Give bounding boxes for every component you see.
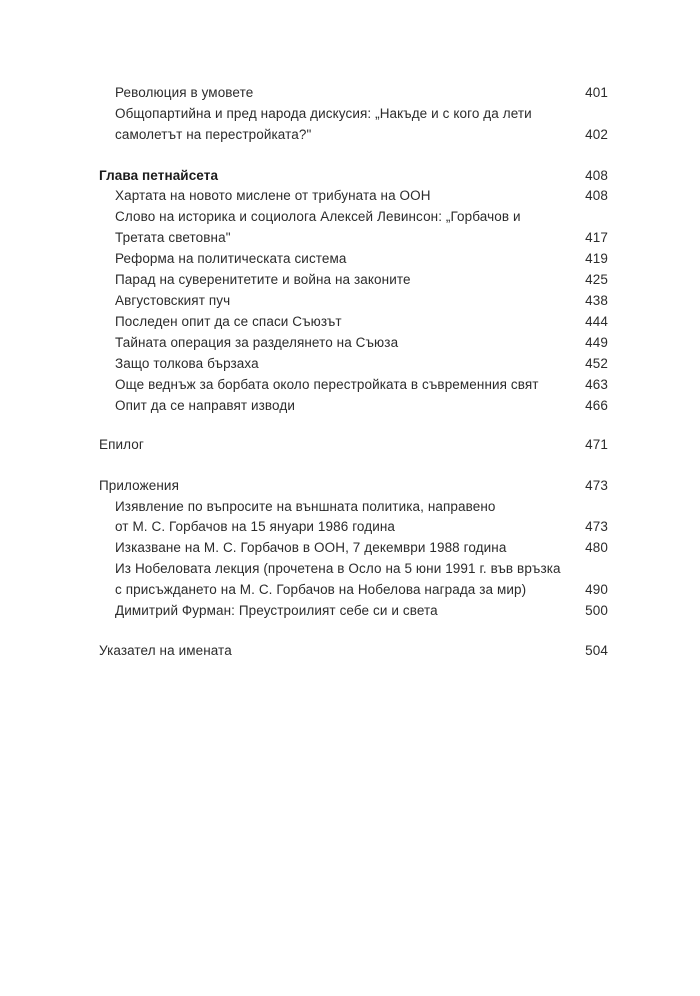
toc-entry-page: 480 — [585, 540, 608, 555]
toc-section-title: Приложения — [99, 478, 179, 493]
toc-entry-title: Из Нобеловата лекция (прочетена в Осло на 5 юни 1991 г. във връзка — [115, 561, 561, 576]
toc-entry-title: Тайната операция за разделянето на Съюза — [115, 335, 399, 350]
toc-entry-title: Димитрий Фурман: Преустроилият себе си и света — [115, 603, 438, 618]
toc-entry-title: Революция в умовете — [115, 85, 254, 100]
toc-entry-title: Още веднъж за борбата около перестройката в съвременния свят — [115, 377, 539, 392]
toc-entry-page: 500 — [585, 603, 608, 618]
toc-entry-title: Августовският пуч — [115, 293, 231, 308]
toc-entry-page: 425 — [585, 272, 608, 287]
toc-entry-page: 417 — [585, 230, 608, 245]
toc-entry-title: от М. С. Горбачов на 15 януари 1986 година — [115, 519, 396, 534]
toc-entry-title: Реформа на политическата система — [115, 251, 347, 266]
toc-section-page: 473 — [585, 478, 608, 493]
toc-section-page: 504 — [585, 643, 608, 658]
toc-entry-title: самолетът на перестройката?" — [115, 127, 312, 142]
toc-entry-page: 402 — [585, 127, 608, 142]
toc-entry-page: 444 — [585, 314, 608, 329]
toc-entry-title: Изявление по въпросите на външната политика, направено — [115, 499, 496, 514]
toc-entry-title: Третата световна" — [115, 230, 231, 245]
toc-entry-page: 463 — [585, 377, 608, 392]
toc-entry-title: с присъждането на М. С. Горбачов на Нобелова награда за мир) — [115, 582, 527, 597]
chapter-title: Глава петнайсета — [99, 168, 219, 183]
toc-entry-title: Общопартийна и пред народа дискусия: „Накъде и с кого да лети — [115, 106, 532, 121]
toc-entry-title: Последен опит да се спаси Съюзът — [115, 314, 342, 329]
toc-entry-title: Парад на суверенитетите и война на законите — [115, 272, 411, 287]
toc-entry-title: Защо толкова бързаха — [115, 356, 259, 371]
toc-entry-title: Слово на историка и социолога Алексей Левинсон: „Горбачов и — [115, 209, 521, 224]
toc-section-page: 471 — [585, 437, 608, 452]
toc-entry-title: Опит да се направят изводи — [115, 398, 295, 413]
toc-section-title: Епилог — [99, 437, 144, 452]
toc-entry-page: 490 — [585, 582, 608, 597]
chapter-page: 408 — [585, 168, 608, 183]
toc-section-title: Указател на имената — [99, 643, 232, 658]
toc-entry-page: 438 — [585, 293, 608, 308]
toc-entry-page: 466 — [585, 398, 608, 413]
toc-entry-page: 408 — [585, 188, 608, 203]
toc-entry-page: 452 — [585, 356, 608, 371]
toc-entry-page: 449 — [585, 335, 608, 350]
toc-entry-title: Изказване на М. С. Горбачов в ООН, 7 декември 1988 година — [115, 540, 507, 555]
toc-entry-page: 419 — [585, 251, 608, 266]
toc-entry-title: Хартата на новото мислене от трибуната на ООН — [115, 188, 431, 203]
toc-entry-page: 401 — [585, 85, 608, 100]
toc-entry-page: 473 — [585, 519, 608, 534]
